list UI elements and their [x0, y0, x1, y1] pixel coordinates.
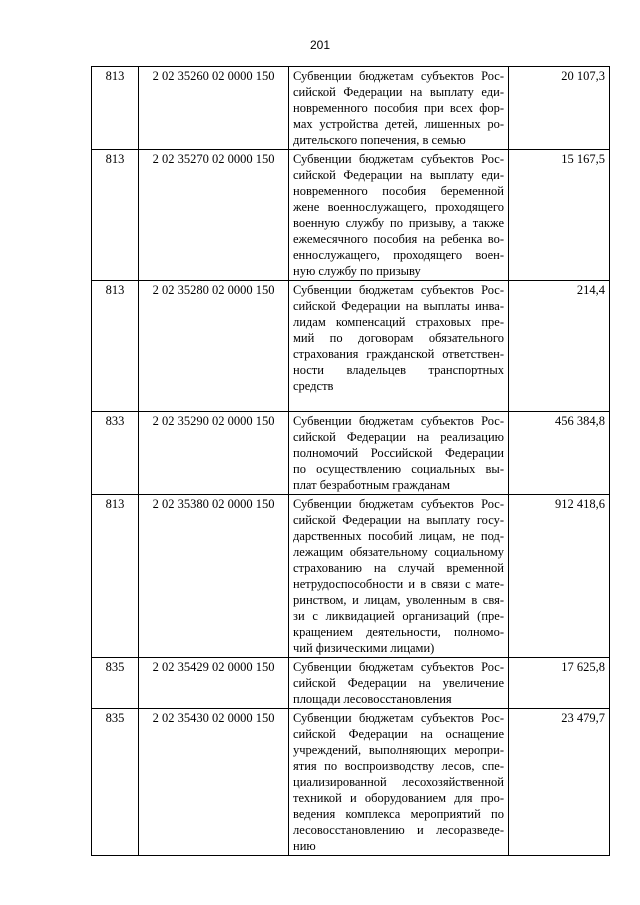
- description-line: по осуществлению социальных вы-: [293, 462, 504, 476]
- table-row: [92, 709, 610, 856]
- description-line: мах устройства детей, лишенных ро-: [293, 117, 504, 131]
- description-line: новременного пособия беременной: [293, 184, 504, 198]
- description-line: жене военнослужащего, проходящего: [293, 200, 504, 214]
- admin-code-cell: 813: [92, 67, 139, 150]
- admin-code-cell: 835: [92, 658, 139, 709]
- description-line: нию: [293, 839, 316, 853]
- description-line: Субвенции бюджетам субъектов Рос-: [293, 414, 504, 428]
- table-row: [92, 658, 610, 709]
- description-line: дительского попечения, в семью: [293, 133, 466, 147]
- description-line: новременного пособия при всех фор-: [293, 101, 504, 115]
- budget-code-cell: 2 02 35260 02 0000 150: [139, 67, 289, 150]
- description-line: ности владельцев транспортных: [293, 363, 504, 377]
- description-cell: [289, 281, 509, 412]
- description-line: мий по договорам обязательного: [293, 331, 504, 345]
- amount-cell: 17 625,8: [509, 658, 610, 709]
- description-line: сийской Федерации на увеличение: [293, 676, 504, 690]
- description-cell: [289, 412, 509, 495]
- amount-cell: 15 167,5: [509, 150, 610, 281]
- description-line: лидам компенсаций страховых пре-: [293, 315, 504, 329]
- description-line: зи с ликвидацией организаций (пре-: [293, 609, 504, 623]
- description-cell: [289, 495, 509, 658]
- admin-code-cell: 813: [92, 495, 139, 658]
- table-row: [92, 495, 610, 658]
- description-line: военную службу по призыву, а также: [293, 216, 504, 230]
- amount-cell: 456 384,8: [509, 412, 610, 495]
- description-line: Субвенции бюджетам субъектов Рос-: [293, 497, 504, 511]
- description-line: учреждений, выполняющих меропри-: [293, 743, 504, 757]
- admin-code-cell: 813: [92, 150, 139, 281]
- description-line: площади лесовосстановления: [293, 692, 452, 706]
- description-line: Субвенции бюджетам субъектов Рос-: [293, 283, 504, 297]
- description-cell: [289, 67, 509, 150]
- description-line: сийской Федерации на выплату еди-: [293, 168, 504, 182]
- description-line: нетрудоспособности и в связи с мате-: [293, 577, 504, 591]
- table-row: [92, 150, 610, 281]
- admin-code-cell: 835: [92, 709, 139, 856]
- description-line: Субвенции бюджетам субъектов Рос-: [293, 69, 504, 83]
- description-line: кращением деятельности, полномо-: [293, 625, 504, 639]
- admin-code-cell: 833: [92, 412, 139, 495]
- description-line: сийской Федерации на выплату госу-: [293, 513, 504, 527]
- budget-code-cell: 2 02 35270 02 0000 150: [139, 150, 289, 281]
- description-line: ведения комплекса мероприятий по: [293, 807, 504, 821]
- description-line: плат безработным гражданам: [293, 478, 451, 492]
- budget-code-cell: 2 02 35380 02 0000 150: [139, 495, 289, 658]
- description-line: средств: [293, 379, 334, 393]
- table-row: [92, 281, 610, 412]
- page-number: 201: [309, 38, 331, 52]
- amount-cell: 214,4: [509, 281, 610, 412]
- description-line: Субвенции бюджетам субъектов Рос-: [293, 152, 504, 166]
- description-line: лежащим обязательному социальному: [293, 545, 504, 559]
- description-line: сийской Федерации на реализацию: [293, 430, 504, 444]
- budget-code-cell: 2 02 35429 02 0000 150: [139, 658, 289, 709]
- budget-code-cell: 2 02 35290 02 0000 150: [139, 412, 289, 495]
- description-line: страхованию на случай временной: [293, 561, 504, 575]
- description-line: ежемесячного пособия на ребенка во-: [293, 232, 504, 246]
- description-line: ную службу по призыву: [293, 264, 421, 278]
- budget-table-body: [92, 67, 610, 856]
- description-cell: [289, 658, 509, 709]
- admin-code-cell: 813: [92, 281, 139, 412]
- description-cell: [289, 709, 509, 856]
- description-line: лесовосстановлению и лесоразведе-: [293, 823, 504, 837]
- description-line: чий физическими лицами): [293, 641, 435, 655]
- description-line: страхования гражданской ответствен-: [293, 347, 504, 361]
- amount-cell: 23 479,7: [509, 709, 610, 856]
- description-line: Субвенции бюджетам субъектов Рос-: [293, 711, 504, 725]
- amount-cell: 20 107,3: [509, 67, 610, 150]
- budget-code-cell: 2 02 35280 02 0000 150: [139, 281, 289, 412]
- description-line: Субвенции бюджетам субъектов Рос-: [293, 660, 504, 674]
- budget-table: [91, 66, 610, 856]
- budget-code-cell: 2 02 35430 02 0000 150: [139, 709, 289, 856]
- description-line: сийской Федерации на выплату еди-: [293, 85, 504, 99]
- description-line: ятия по воспроизводству лесов, спе-: [293, 759, 504, 773]
- table-row: [92, 412, 610, 495]
- description-line: сийской Федерации на выплаты инва-: [293, 299, 504, 313]
- description-line: сийской Федерации на оснащение: [293, 727, 504, 741]
- table-row: [92, 67, 610, 150]
- description-line: еннослужащего, проходящего воен-: [293, 248, 504, 262]
- description-line: циализированной лесохозяйственной: [293, 775, 504, 789]
- description-line: техникой и оборудованием для про-: [293, 791, 504, 805]
- description-line: дарственных пособий лицам, не под-: [293, 529, 504, 543]
- description-cell: [289, 150, 509, 281]
- description-line: ринством, и лицам, уволенным в свя-: [293, 593, 504, 607]
- description-line: полномочий Российской Федерации: [293, 446, 504, 460]
- amount-cell: 912 418,6: [509, 495, 610, 658]
